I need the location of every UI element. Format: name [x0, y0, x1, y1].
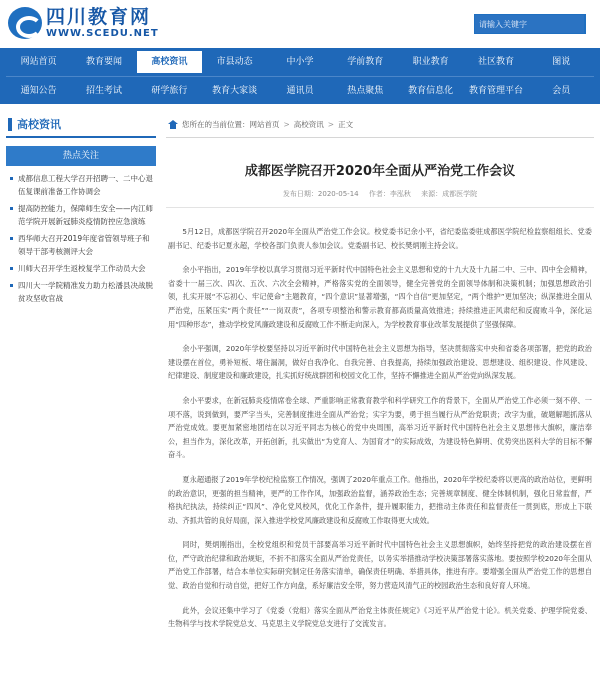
- nav-item-notices[interactable]: 通知公告: [20, 85, 57, 96]
- article-area: [166, 112, 594, 631]
- sidebar-title: 高校资讯: [17, 118, 61, 131]
- article-source: 来源：成都医学院: [421, 190, 478, 198]
- sidebar-heading: [6, 112, 156, 138]
- nav-item-photos[interactable]: 图说: [552, 57, 571, 67]
- article-paragraph: 夏永超通报了2019年学校纪检监察工作情况，强调了2020年重点工作。他指出，2020年学校纪委将以更高的政治站位，更鲜明的政治意识，更强的担当精神，更严的工作作风，加强政治监督，涵养政治生态；完善规章制度、健全体制机制，强化日常监督，严格执纪执法，持续纠正“四风”、净化党风校风，优化工作条件，提升履职能力，把推动主体责任和监督责任一贯到底，形成上下联动、齐抓共管的良好局面，深入推进学校党风廉政建设和反腐败工作取得更大成效。: [168, 474, 592, 525]
- nav-item-informatization[interactable]: 教育信息化: [408, 85, 454, 96]
- breadcrumb-separator: >: [283, 120, 290, 129]
- hot-focus-title: 热点关注: [6, 146, 156, 166]
- bullet-icon: [10, 207, 13, 210]
- search-box: [474, 14, 586, 34]
- logo-e-icon: [8, 7, 42, 39]
- hot-item-text: 提高防控能力，保障师生安全——内江师范学院开展新冠肺炎疫情防控应急演练: [18, 204, 153, 226]
- breadcrumb: [166, 112, 594, 138]
- logo-text: [46, 6, 159, 40]
- publish-date: 发布日期：2020-05-14: [282, 190, 359, 198]
- hot-item-text: 川师大召开学生返校复学工作动员大会: [18, 264, 146, 273]
- nav-item-discussion[interactable]: 教育大家谈: [212, 85, 258, 96]
- bullet-icon: [10, 237, 13, 240]
- nav-item-home[interactable]: 网站首页: [20, 57, 57, 67]
- nav-row-2: [6, 76, 594, 104]
- hot-item[interactable]: [10, 232, 154, 258]
- article-paragraph: 余小平指出，2019年学校以真学习贯彻习近平新时代中国特色社会主义思想和党的十九大及十九届二中、三中、四中全会精神，省委十一届三次、四次、五次、六次全会精神，严格落实党的全面领导，健全完善党的全面领导体制和决策机制；加强思想政治引领，扎实开展“不忘初心、牢记使命”主题教育，“四个意识”显著增强，“四个自信”更加坚定，“两个维护”更加坚决；纵深推进全面从严治党，压紧压实“两个责任”“一岗双责”，各项专项整治和警示教育都高质量高效推进；持续推进正风肃纪和反腐败斗争，深化运用“四种形态”，推动学校党风廉政建设和反腐败工作不断走向深入，为学校教育事业改革发展提供了坚强保障。: [168, 265, 592, 329]
- sidebar: [6, 112, 156, 631]
- article-title: 成都医学院召开2020年全面从严治党工作会议: [244, 164, 516, 179]
- hot-focus-list: [6, 166, 156, 305]
- home-icon: [168, 120, 178, 129]
- breadcrumb-prefix: 您所在的当前位置：: [182, 120, 250, 129]
- article-paragraph: 余小平强调，2020年学校要坚持以习近平新时代中国特色社会主义思想为指导，坚决贯彻落实中央和省委各项部署，把党的政治建设摆在首位，勇补短板、堵住漏洞，做好自我净化、自我完善、自我提高，持续加强政治建设、思想建设、组织建设、作风建设、纪律建设、制度建设和廉政建设，扎实抓好统战群团和校园文化工作，坚持不懈推进全面从严治党向纵深发展。: [168, 344, 592, 381]
- nav-item-k12[interactable]: 中小学: [286, 57, 314, 67]
- article-meta: [166, 189, 594, 208]
- nav-item-management-platform[interactable]: 教育管理平台: [468, 85, 523, 96]
- nav-item-vocational[interactable]: 职业教育: [412, 57, 449, 67]
- main-nav: [0, 48, 600, 104]
- hot-item-text: 成都信息工程大学召开招聘一、二中心退伍复课前准备工作协调会: [18, 174, 153, 196]
- heading-bar-icon: [8, 118, 12, 131]
- site-header: [0, 0, 600, 48]
- hot-item-text: 西华师大召开2019年度省管领导班子和领导干部考核测评大会: [18, 234, 150, 256]
- breadcrumb-current: 正文: [338, 120, 354, 129]
- bullet-icon: [10, 177, 13, 180]
- nav-item-education-news[interactable]: 教育要闻: [85, 57, 122, 67]
- search-button[interactable]: [584, 15, 585, 33]
- nav-item-study-travel[interactable]: 研学旅行: [151, 85, 188, 96]
- main-area: [0, 104, 600, 631]
- article-body: [166, 208, 594, 631]
- breadcrumb-separator: >: [327, 120, 335, 129]
- nav-item-city-county[interactable]: 市县动态: [216, 57, 253, 67]
- logo-domain: WWW.SCEDU.NET: [46, 28, 159, 39]
- article-paragraph: 同时，樊炳刚指出，全校党组织和党员干部要高举习近平新时代中国特色社会主义思想旗帜，始终坚持把党的政治建设摆在首位，严守政治纪律和政治规矩，不折不扣落实全面从严治党责任，以务实举措推动学校决策部署落实落地。要按照学校2020年全面从严治党工作部署，结合本单位实际研究制定任务落实清单，确保责任明确、举措具体，推进有序。要增强全面从严治党工作的思想自觉、政治自觉和行动自觉，把好工作方向盘，系好廉洁安全带，努力营造风清气正的校园政治生态和良好育人环境。: [168, 540, 592, 591]
- article-paragraph: 5月12日，成都医学院召开2020年全面从严治党工作会议。校党委书记余小平，省纪委监委驻成都医学院纪检监察组组长、党委副书记、纪委书记夏永超，学校各部门负责人参加会议。党委副书记、校长樊炳刚主持会议。: [168, 227, 592, 250]
- nav-item-community[interactable]: 社区教育: [477, 57, 514, 67]
- nav-item-correspondents[interactable]: 通讯员: [286, 85, 314, 96]
- bullet-icon: [10, 284, 13, 287]
- logo-chinese-name: 四川教育网: [46, 6, 152, 28]
- nav-item-admissions[interactable]: 招生考试: [85, 85, 122, 96]
- breadcrumb-home[interactable]: 网站首页: [249, 120, 280, 129]
- hot-item[interactable]: [10, 172, 154, 198]
- nav-item-university-news[interactable]: 高校资讯: [137, 51, 202, 73]
- nav-row-1: [6, 48, 594, 76]
- search-input[interactable]: [475, 15, 584, 33]
- breadcrumb-section[interactable]: 高校资讯: [293, 120, 324, 129]
- hot-item[interactable]: [10, 262, 154, 275]
- hot-item[interactable]: [10, 202, 154, 228]
- hot-item[interactable]: [10, 279, 154, 305]
- site-logo[interactable]: [8, 6, 159, 40]
- bullet-icon: [10, 267, 13, 270]
- nav-item-members[interactable]: 会员: [552, 85, 571, 96]
- article-author: 作者：李泓秋: [368, 190, 411, 198]
- search-icon: [589, 18, 598, 27]
- article-paragraph: 此外，会议还集中学习了《党委（党组）落实全面从严治党主体责任规定》《习近平从严治党十论》。机关党委、护理学院党委、生物科学与技术学院党总支、马克思主义学院党总支进行了交流发言。: [168, 605, 592, 629]
- nav-item-preschool[interactable]: 学前教育: [347, 57, 384, 67]
- nav-item-hot-focus[interactable]: 热点聚焦: [347, 85, 384, 96]
- article-paragraph: 余小平要求，在新冠肺炎疫情席卷全球、严重影响正常教育教学和科学研究工作的背景下，全面从严治党工作必须一刻不停、一项不落，说到做到，要严字当头，完善制度推进全面从严治党；实字为要，勇于担当履行从严治党职责；改字为重，破题解题抓落从严治党成效。要更加紧密地团结在以习近平同志为核心的党中央周围，高举习近平新时代中国特色社会主义思想伟大旗帜，廉洁奉公，担当作为，深化改革，开拓创新，扎实做出“为党育人、为国育才”的实际成效，为建设特色鲜明、优势突出医科大学的目标不懈奋斗。: [168, 395, 592, 460]
- hot-item-text: 四川大一学院精准发力助力松潘县决战脱贫攻坚收官战: [18, 281, 153, 303]
